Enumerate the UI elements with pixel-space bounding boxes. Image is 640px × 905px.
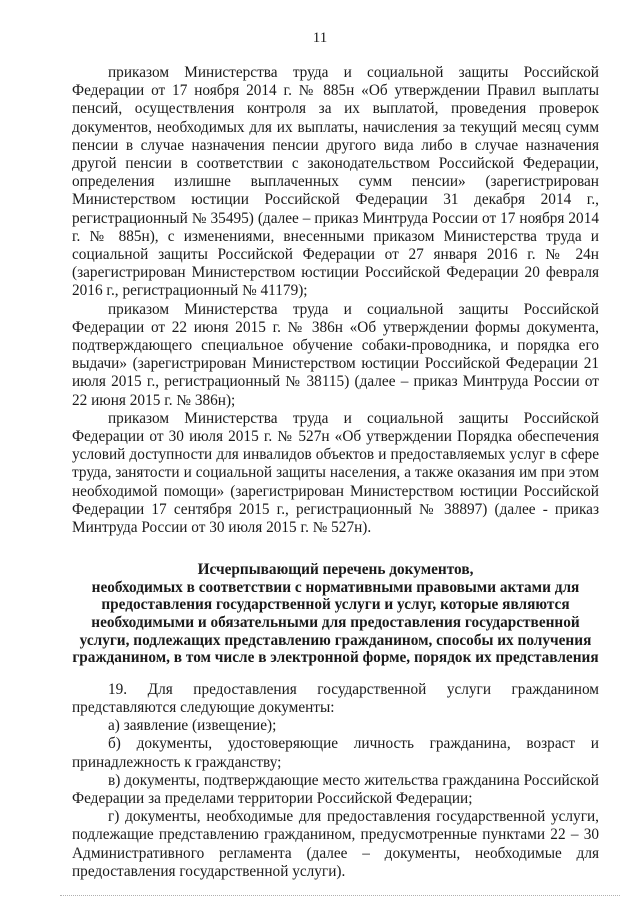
section-heading-line: Исчерпывающий перечень документов,	[197, 561, 474, 579]
section-heading-line: предоставления государственной услуги и услуг, которые являются	[101, 596, 570, 614]
scan-edge-line	[60, 895, 620, 897]
paragraph-item-a: а) заявление (извещение);	[108, 717, 277, 735]
section-heading-line: гражданином, в том числе в электронной форме, порядок их представления	[72, 649, 599, 667]
section-heading	[72, 561, 599, 667]
paragraph-item-19: 19. Для предоставления государственной услуги гражданином представляются следующие документы:	[72, 680, 599, 717]
section-heading-line: услуги, подлежащих представлению гражданином, способы их получения	[79, 631, 592, 649]
section-heading-line: необходимых в соответствии с нормативными правовыми актами для	[91, 578, 580, 596]
paragraph-item-v: в) документы, подтверждающие место жительства гражданина Российской Федерации за пределами территории Российской Федерации;	[72, 771, 599, 808]
paragraph-item-g: г) документы, необходимые для предоставления государственной услуги, подлежащие представлению гражданином, предусмотренные пунктами 22 – 30 Административного регламента (далее – документы, необходимые для предоставления государственной услуги).	[72, 808, 599, 880]
document-body	[72, 64, 599, 881]
paragraph-order-527n: приказом Министерства труда и социальной защиты Российской Федерации от 30 июля 2015 г. № 527н «Об утверждении Порядка обеспечения условий доступности для инвалидов объектов и предоставляемых услуг в сфере труда, занятости и социальной защиты населения, а также оказания им при этом необходимой помощи» (зарегистрирован Министерством юстиции Российской Федерации 17 сентября 2015 г., регистрационный № 38897) (далее - приказ Минтруда России от 30 июля 2015 г. № 527н).	[72, 409, 599, 537]
page-number: 11	[312, 30, 328, 46]
section-heading-line: необходимыми и обязательными для предоставления государственной	[91, 614, 580, 632]
paragraph-order-386n: приказом Министерства труда и социальной защиты Российской Федерации от 22 июня 2015 г. № 386н «Об утверждении формы документа, подтверждающего специальное обучение собаки-проводника, и порядка его выдачи» (зарегистрирован Министерством юстиции Российской Федерации 21 июля 2015 г., регистрационный № 38115) (далее – приказ Минтруда России от 22 июня 2015 г. № 386н);	[72, 300, 599, 409]
paragraph-order-885n: приказом Министерства труда и социальной защиты Российской Федерации от 17 ноября 2014 г. № 885н «Об утверждении Правил выплаты пенсий, осуществления контроля за их выплатой, проведения проверок документов, необходимых для их выплаты, начисления за текущий месяц сумм пенсии в случае назначения пенсии другого вида либо в случае назначения другой пенсии в соответствии с законодательством Российской Федерации, определения излишне выплаченных сумм пенсии» (зарегистрирован Министерством юстиции Российской Федерации 31 декабря 2014 г., регистрационный № 35495) (далее – приказ Минтруда России от 17 ноября 2014 г. № 885н), с изменениями, внесенными приказом Министерства труда и социальной защиты Российской Федерации от 27 января 2016 г. № 24н (зарегистрирован Министерством юстиции Российской Федерации 20 февраля 2016 г., регистрационный № 41179);	[72, 64, 599, 300]
paragraph-item-b: б) документы, удостоверяющие личность гражданина, возраст и принадлежность к гражданству;	[72, 735, 599, 771]
